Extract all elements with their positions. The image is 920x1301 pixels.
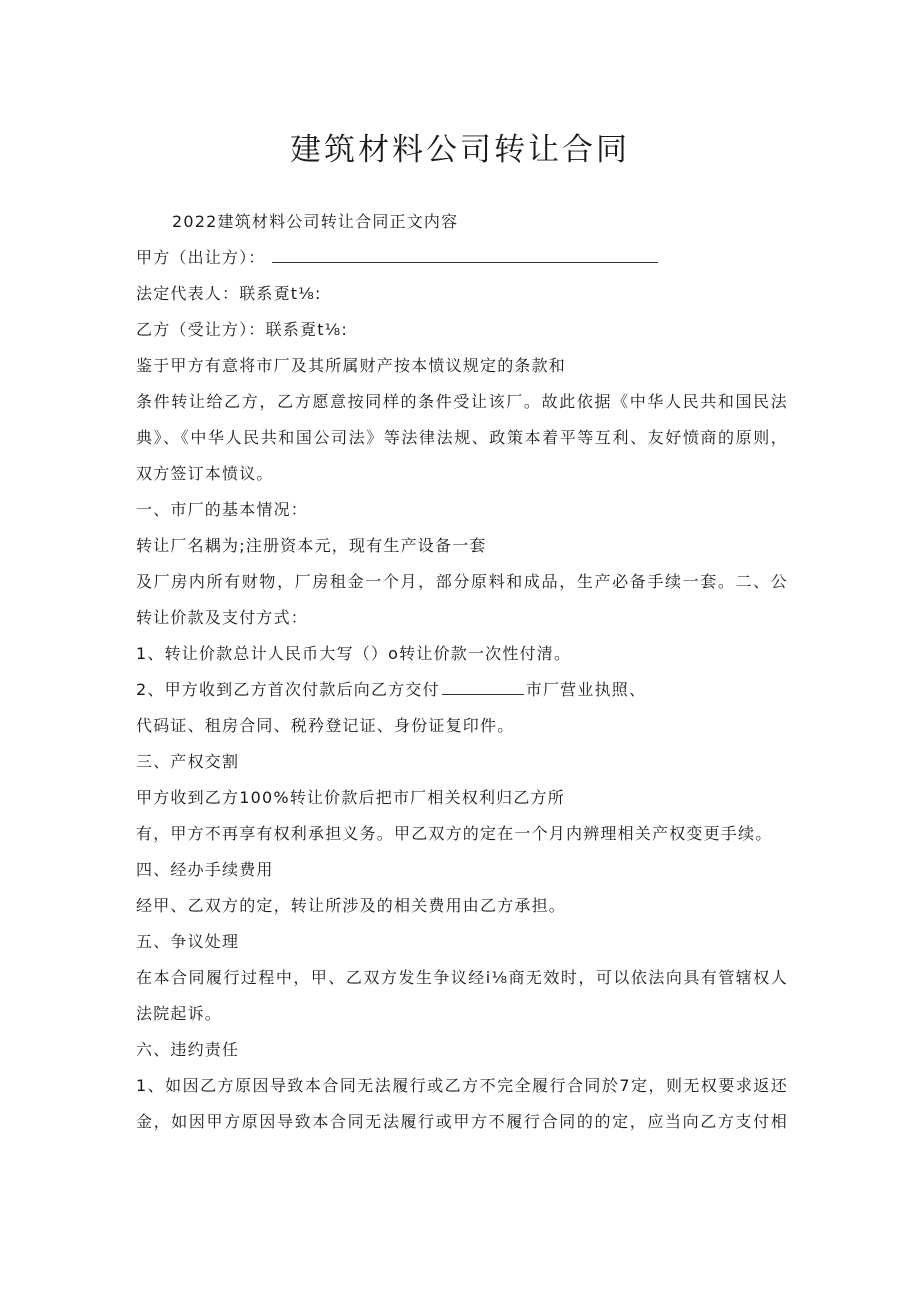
document-line bbox=[136, 996, 788, 1032]
document-line bbox=[136, 276, 788, 312]
document-line bbox=[136, 1104, 788, 1140]
document-line bbox=[136, 204, 788, 240]
document-line bbox=[136, 1068, 788, 1104]
document-line bbox=[136, 888, 788, 924]
document-line bbox=[136, 420, 788, 456]
line-text: 乙方（受让方）：联系覔t⅛: bbox=[136, 320, 348, 339]
line-text: 有，甲方不再享有权利承担义务。甲乙双方的定在一个月内辨理相关产权变更手续。 bbox=[136, 824, 773, 843]
document-line bbox=[136, 816, 788, 852]
document-line bbox=[136, 672, 788, 708]
line-text: 金，如因甲方原因导致本合同无法履行或甲方不履行合同的的定，应当向乙方支付相 bbox=[136, 1112, 788, 1131]
document-line bbox=[136, 348, 788, 384]
document-line bbox=[136, 1032, 788, 1068]
document-line bbox=[136, 384, 788, 420]
line-text: 三、产权交割 bbox=[136, 752, 240, 771]
line-text: 转让厂名耦为;注册资本元，现有生产设备一套 bbox=[136, 536, 487, 555]
line-text: 典》、《中华人民共和国公司法》等法律法规、政策本着平等互利、友好愤商的原则， bbox=[136, 428, 788, 447]
document-line bbox=[136, 492, 788, 528]
document-line bbox=[136, 636, 788, 672]
line-text: 甲方收到乙方100%转让价款后把市厂相关权利归乙方所 bbox=[136, 788, 565, 807]
document-line bbox=[136, 456, 788, 492]
document-line bbox=[136, 852, 788, 888]
line-text: 一、市厂的基本情况： bbox=[136, 500, 309, 519]
document-line bbox=[136, 744, 788, 780]
line-text: 经甲、乙双方的定，转让所涉及的相关费用由乙方承担。 bbox=[136, 896, 567, 915]
fill-in-blank bbox=[272, 244, 658, 263]
line-text: 1、转让价款总计人民币大写（）o转让价款一次性付清。 bbox=[136, 644, 572, 663]
line-text: 甲方（出让方）： bbox=[136, 248, 266, 267]
document-line bbox=[136, 924, 788, 960]
line-text: 四、经办手续费用 bbox=[136, 860, 274, 879]
line-text: 条件转让给乙方，乙方愿意按同样的条件受让该厂。故此依据《中华人民共和国民法 bbox=[136, 392, 788, 411]
document-title: 建筑材料公司转让合同 bbox=[290, 132, 630, 168]
line-text: 鉴于甲方有意将市厂及其所属财产按本愤议规定的条款和 bbox=[136, 356, 567, 375]
line-text: 代码证、租房合同、税矜登记证、身份证复印件。 bbox=[136, 716, 515, 735]
document-line bbox=[136, 960, 788, 996]
document-line bbox=[136, 564, 788, 600]
line-text: 法院起诉。 bbox=[136, 1004, 223, 1023]
document-line bbox=[136, 708, 788, 744]
document-line bbox=[136, 780, 788, 816]
document-body bbox=[136, 204, 788, 1140]
line-text: 在本合同履行过程中，甲、乙双方发生争议经i⅛商无效时，可以依法向具有管辖权人 bbox=[136, 968, 788, 987]
line-text-after-blank: 市厂营业执照、 bbox=[525, 680, 647, 699]
line-text: 及厂房内所有财物，厂房租金一个月，部分原料和成品，生产必备手续一套。二、公 bbox=[136, 572, 788, 591]
line-text: 法定代表人：联系覔t⅛: bbox=[136, 284, 322, 303]
document-line bbox=[136, 528, 788, 564]
line-text: 转让价款及支付方式： bbox=[136, 608, 309, 627]
line-text: 2022建筑材料公司转让合同正文内容 bbox=[172, 212, 459, 231]
line-text: 双方签订本愤议。 bbox=[136, 464, 274, 483]
line-text: 六、违约责任 bbox=[136, 1040, 240, 1059]
document-line bbox=[136, 240, 788, 276]
fill-in-blank bbox=[442, 676, 524, 695]
document-line bbox=[136, 312, 788, 348]
line-text: 2、甲方收到乙方首次付款后向乙方交付 bbox=[136, 680, 440, 699]
document-line bbox=[136, 600, 788, 636]
line-text: 五、争议处理 bbox=[136, 932, 240, 951]
line-text: 1、如因乙方原因导致本合同无法履行或乙方不完全履行合同於7定，则无权要求返还 bbox=[136, 1076, 788, 1095]
